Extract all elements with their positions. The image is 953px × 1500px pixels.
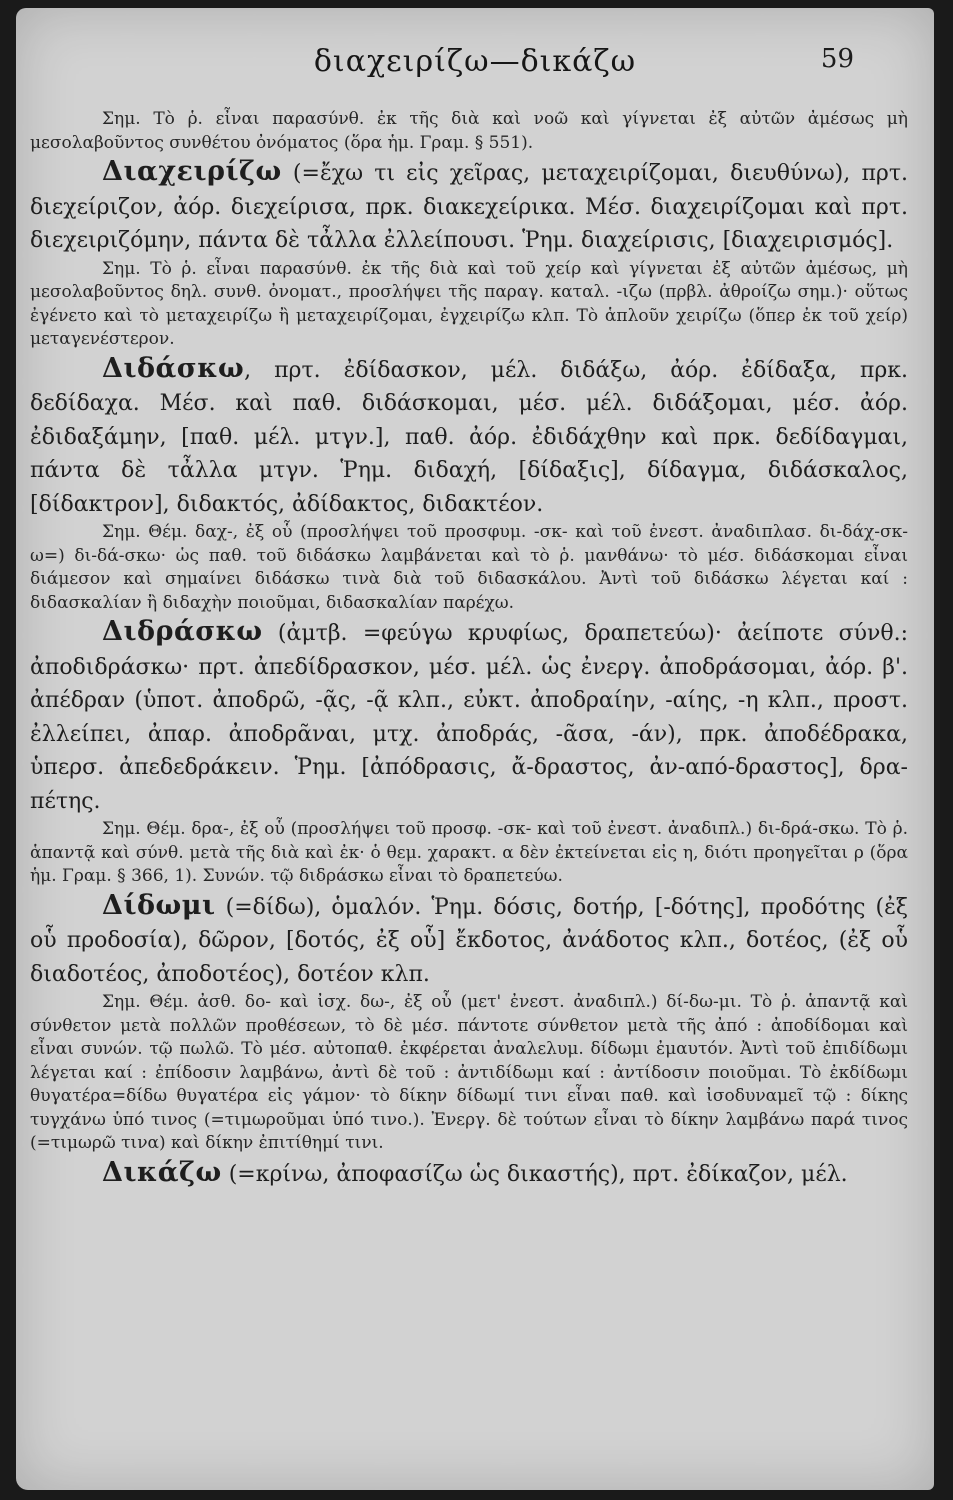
entry-note-continuation bbox=[30, 108, 908, 155]
entry-didrasko bbox=[30, 615, 908, 889]
book-page bbox=[16, 8, 934, 1490]
running-head: διαχειρίζω—δικάζω bbox=[313, 44, 637, 79]
headword: Δίδωμι bbox=[102, 889, 216, 921]
headword: Διδράσκω bbox=[102, 616, 263, 647]
entry-note: Σημ. Θέμ. δρα-, ἐξ οὗ (προσλήψει τοῦ προσφ. -σκ- καὶ τοῦ ἐνεστ. ἀναδιπλ.) δι-δρά-σκω. Τὸ ῥ. ἁπαντᾷ καὶ σύνθ. μετὰ τῆς διὰ καὶ ἐκ· ὁ θεμ. χαρακτ. α δὲν ἐκτείνεται εἰς η, διότι προηγεῖται ρ (ὅρα ἡμ. Γραμ. § 366, 1). Συνών. τῷ διδράσκω εἶναι τὸ δραπετεύω. bbox=[30, 819, 908, 886]
entry-text: (=κρίνω, ἀποφασίζω ὡς δικαστής), πρτ. ἐδίκαζον, μέλ. bbox=[221, 1161, 848, 1187]
headword: Διδάσκω bbox=[102, 352, 245, 384]
entry-body bbox=[30, 155, 908, 258]
headword: Δικάζω bbox=[102, 1156, 222, 1188]
entry-note: Σημ. Θέμ. δαχ-, ἐξ οὗ (προσλήψει τοῦ προσφυμ. -σκ- καὶ τοῦ ἐνεστ. ἀναδιπλασ. δι-δάχ-σκ-ω=) δι-δά-σκω· ὡς παθ. τοῦ διδάσκω λαμβάνεται καὶ τὸ ῥ. μανθάνω· τὸ μέσ. διδάσκομαι εἶναι διάμεσον καὶ σημαίνει διδάσκω τινὰ διὰ τοῦ διδασκάλου. Ἀντὶ τοῦ διδάσκω λέγεται καί : διδασκαλίαν ἢ διδαχὴν ποιοῦμαι, διδασκαλίαν παρέχω. bbox=[30, 522, 908, 613]
entry-text: , πρτ. ἐδίδασκον, μέλ. διδάξω, ἀόρ. ἐδίδαξα, πρκ. δεδίδαχα. Μέσ. καὶ παθ. διδάσκομαι, μέσ. μέλ. διδάξομαι, μέσ. ἀόρ. ἐδιδαξάμην, [παθ. μέλ. μτγν.], παθ. ἀόρ. ἐδιδάχθην καὶ πρκ. δεδίδαγμαι, πάντα δὲ τἆλλα μτγν. Ῥημ. διδαχή, [δίδαξις], δίδαγμα, διδάσκαλος, [δίδακτρον], διδακτός, ἀδίδακτος, διδακτέον. bbox=[30, 357, 908, 517]
entry-note: Σημ. Τὸ ῥ. εἶναι παρασύνθ. ἐκ τῆς διὰ καὶ νοῶ καὶ γίγνεται ἐξ αὐτῶν ἀμέσως μὴ μεσολαβοῦντος συνθέτου ὀνόματος (ὅρα ἡμ. Γραμ. § 551). bbox=[30, 109, 908, 153]
entry-body bbox=[30, 615, 908, 818]
entry-text: (=ἔχω τι εἰς χεῖρας, μεταχειρίζομαι, διευθύνω), πρτ. διεχείριζον, ἀόρ. διεχείρισα, πρκ. διακεχείρικα. Μέσ. διαχειρίζομαι καὶ πρτ. διεχειριζόμην, πάντα δὲ τἆλλα ἐλλείπουσι. Ῥημ. διαχείρισις, [διαχειρισμός]. bbox=[30, 161, 908, 253]
entry-body bbox=[30, 889, 908, 992]
entry-body bbox=[30, 352, 908, 522]
page-number: 59 bbox=[820, 44, 854, 74]
entry-text: (ἀμτβ. =φεύγω κρυφίως, δραπετεύω)· ἀείποτε σύνθ.: ἀποδιδράσκω· πρτ. ἀπεδίδρασκον, μέσ. μέλ. ὡς ἐνεργ. ἀποδράσομαι, ἀόρ. β'. ἀπέδραν (ὑποτ. ἀποδρῶ, -ᾷς, -ᾷ κλπ., εὐκτ. ἀποδραίην, -αίης, -η κλπ., προστ. ἐλλείπει, ἀπαρ. ἀποδρᾶναι, μτχ. ἀποδράς, -ᾶσα, -άν), πρκ. ἀποδέδρακα, ὑπερσ. ἀπεδεδράκειν. Ῥημ. [ἀπόδρασις, ἄ-δραστος, ἀν-από-δραστος], δρα-πέτης. bbox=[30, 621, 908, 814]
entry-note: Σημ. Θέμ. ἀσθ. δο- καὶ ἰσχ. δω-, ἐξ οὗ (μετ' ἐνεστ. ἀναδιπλ.) δί-δω-μι. Τὸ ῥ. ἁπαντᾷ καὶ σύνθετον μετὰ πολλῶν προθέσεων, τὸ δὲ μέσ. πάντοτε σύνθετον μετὰ τῆς ἀπό : ἀποδίδομαι καὶ εἶναι συνών. τῷ πωλῶ. Τὸ μέσ. αὐτοπαθ. ἐκφέρεται ἀναλελυμ. δίδωμι ἐμαυτόν. Ἀντὶ τοῦ ἐπιδίδωμι λέγεται καί : ἐπίδοσιν λαμβάνω, ἀντὶ δὲ τοῦ : ἀντιδίδωμι καί : ἀντίδοσιν ποιοῦμαι. Τὸ ἐκδίδωμι θυγατέρα=δίδω θυγατέρα εἰς γάμον· τὸ δίκην δίδωμί τινι εἶναι παθ. καὶ ἰσοδυναμεῖ τῷ : δίκης τυγχάνω ὑπό τινος (=τιμωροῦμαι ὑπό τινο.). Ἐνεργ. δὲ τούτων εἶναι τὸ δίκην λαμβάνω παρά τινος (=τιμωρῶ τινα) καὶ δίκην ἐπιτίθημί τινι. bbox=[30, 992, 908, 1153]
entry-text: (=δίδω), ὁμαλόν. Ῥημ. δόσις, δοτήρ, [-δότης], προδότης (ἐξ οὗ προδοσία), δῶρον, [δοτός, ἐξ οὗ] ἔκδοτος, ἀνάδοτος κλπ., δοτέος, (ἐξ οὗ διαδοτέος, ἀποδοτέος), δοτέον κλπ. bbox=[30, 894, 908, 987]
entry-note: Σημ. Τὸ ῥ. εἶναι παρασύνθ. ἐκ τῆς διὰ καὶ τοῦ χείρ καὶ γίγνεται ἐξ αὐτῶν ἀμέσως, μὴ μεσολαβοῦντος δηλ. συνθ. ὀνοματ., προσλήψει τῆς παραγ. καταλ. -ιζω (πρβλ. ἀθροίζω σημ.)· οὕτως ἐγένετο καὶ τὸ μεταχειρίζω ἢ μεταχειρίζομαι, ἐγχειρίζω κλπ. Τὸ ἁπλοῦν χειρίζω (ὅπερ ἐκ τοῦ χείρ) μεταγενέστερον. bbox=[30, 258, 908, 349]
entry-dikazo bbox=[30, 1156, 908, 1192]
entry-body bbox=[30, 1156, 908, 1192]
page-header bbox=[16, 44, 934, 88]
entry-didomi bbox=[30, 889, 908, 1156]
page-text bbox=[30, 108, 908, 1191]
entry-diacheirizo bbox=[30, 155, 908, 352]
entry-didasko bbox=[30, 352, 908, 616]
headword: Διαχειρίζω bbox=[102, 156, 282, 187]
